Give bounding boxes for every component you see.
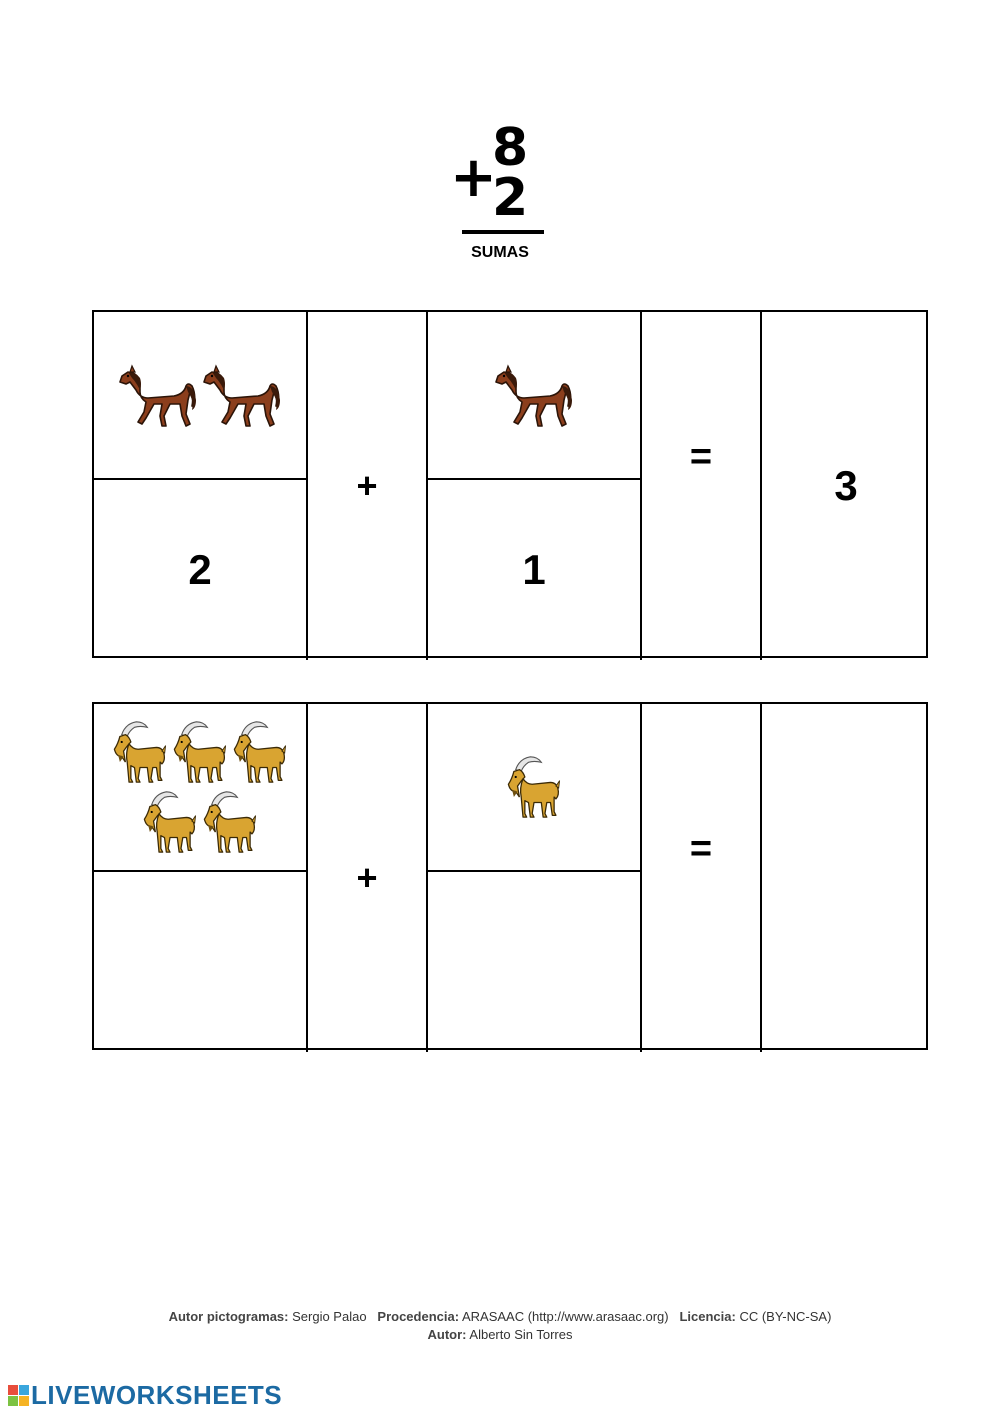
author-label: Autor: [427,1327,467,1342]
result-box[interactable]: 3 [834,462,858,509]
logo-plus-sign: + [450,145,497,210]
second-group-picture [428,312,642,480]
goat-icon [232,720,288,784]
authors-value: Sergio Palao [292,1309,367,1324]
goat-icon [202,790,258,854]
first-number-box[interactable]: 2 [94,480,308,660]
license-value: CC (BY-NC-SA) [739,1309,832,1324]
authors-label: Autor pictogramas: [168,1309,289,1324]
liveworksheets-brand[interactable] [8,1380,282,1410]
exercise-1 [92,310,928,658]
second-number-box[interactable] [428,872,642,1052]
sumas-logo [448,118,552,244]
first-group-picture [94,312,308,480]
second-number-box[interactable]: 1 [428,480,642,660]
goat-icon [142,790,198,854]
equals-sign: = [642,704,762,1052]
horse-icon [118,360,198,430]
brand-cubes-icon [8,1385,29,1406]
credits-line-1 [0,1308,1000,1326]
plus-sign: + [308,704,428,1052]
license-label: Licencia: [679,1309,736,1324]
goat-icon [506,755,562,819]
exercise-2 [92,702,928,1050]
logo-bottom-number: 2 [492,168,529,228]
logo-sum-bar [462,230,544,234]
credits-line-2 [0,1326,1000,1344]
horse-icon [494,360,574,430]
plus-sign: + [308,312,428,660]
second-group-picture [428,704,642,872]
logo-top-number: 8 [492,118,529,178]
credits [0,1308,1000,1344]
source-label: Procedencia: [377,1309,460,1324]
result-box[interactable] [762,704,930,1052]
equals-sign: = [642,312,762,660]
first-number-box[interactable] [94,872,308,1052]
first-group-picture [94,704,308,872]
page-title: SUMAS [471,244,529,261]
author-value: Alberto Sin Torres [469,1327,573,1342]
horse-icon [202,360,282,430]
brand-name: LIVEWORKSHEETS [31,1379,283,1410]
goat-icon [112,720,168,784]
goat-icon [172,720,228,784]
source-value: ARASAAC (http://www.arasaac.org) [461,1309,669,1324]
